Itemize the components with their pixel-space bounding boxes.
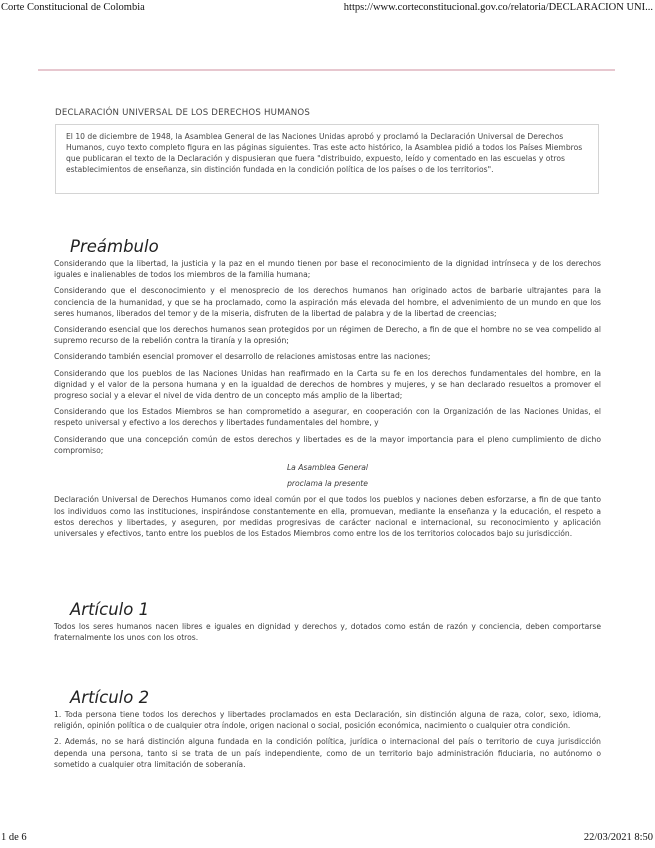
assembly-line: La Asamblea General [286,463,369,473]
article-1-text: Todos los seres humanos nacen libres e iguales en dignidad y derechos y, dotados como están de razón y conciencia, deben comportarse fraternalmente los unos con los otros. [54,622,601,643]
article-1-body [54,621,601,643]
source-name: Corte Constitucional de Colombia [1,2,145,13]
article-2-heading: Artículo 2 [70,688,150,707]
top-divider [38,69,615,71]
intro-box [55,124,599,194]
preamble-paragraph: Considerando que la libertad, la justicia y la paz en el mundo tienen por base el reconocimiento de la dignidad intrínseca y de los derechos iguales e inalienables de todos los miembros de la familia humana; [54,259,601,280]
document-title: DECLARACIÓN UNIVERSAL DE LOS DERECHOS HUMANOS [55,108,311,118]
preamble-body [54,258,601,539]
proclaims-line: proclama la presente [287,479,368,489]
preamble-paragraph: Considerando que los pueblos de las Naciones Unidas han reafirmado en la Carta su fe en los derechos fundamentales del hombre, en la dignidad y el valor de la persona humana y en la igualdad de derechos de hombres y mujeres, y se han declarado resueltos a promover el progreso social y a elevar el nivel de vida dentro de un concepto más amplio de la libertad; [54,368,601,401]
preamble-heading: Preámbulo [70,237,159,256]
declaration-closing: Declaración Universal de Derechos Humanos como ideal común por el que todos los pueblos y naciones deben esforzarse, a fin de que tanto los individuos como las instituciones, inspirándose constantemente en ella, promuevan, mediante la enseñanza y la educación, el respeto a estos derechos y libertades, y aseguren, por medidas progresivas de carácter nacional e internacional, su reconocimiento y aplicación universales y efectivos, tanto entre los pueblos de los Estados Miembros como entre los de los territorios colocados bajo su jurisdicción. [54,495,601,539]
preamble-paragraph: Considerando también esencial promover el desarrollo de relaciones amistosas entre las naciones; [54,352,431,362]
preamble-paragraph: Considerando que el desconocimiento y el menosprecio de los derechos humanos han originado actos de barbarie ultrajantes para la conciencia de la humanidad, y que se ha proclamado, como la aspiración más elevada del hombre, el advenimiento de un mundo en que los seres humanos, liberados del temor y de la miseria, disfruten de la libertad de palabra y de la libertad de creencias; [54,286,601,318]
article-2-paragraph-1: 1. Toda persona tiene todos los derechos y libertades proclamados en esta Declaración, sin distinción alguna de raza, color, sexo, idioma, religión, opinión política o de cualquier otra índole, origen nacional o social, posición económica, nacimiento o cualquier otra condición. [54,710,601,731]
article-1-heading: Artículo 1 [70,600,150,619]
article-2-paragraph-2: 2. Además, no se hará distinción alguna fundada en la condición política, jurídica o internacional del país o territorio de cuya jurisdicción dependa una persona, tanto si se trata de un país independiente, como de un territorio bajo administración fiduciaria, no autónomo o sometido a cualquier otra limitación de soberanía. [54,737,601,769]
page-number: 1 de 6 [1,832,27,843]
preamble-paragraph: Considerando que una concepción común de estos derechos y libertades es de la mayor importancia para el pleno cumplimiento de dicho compromiso; [54,434,601,455]
print-datetime: 22/03/2021 8:50 [583,832,653,843]
preamble-paragraph: Considerando que los Estados Miembros se han comprometido a asegurar, en cooperación con la Organización de las Naciones Unidas, el respeto universal y efectivo a los derechos y libertades fundamentales del hombre, y [54,407,601,428]
article-2-body [54,709,601,770]
intro-text: El 10 de diciembre de 1948, la Asamblea General de las Naciones Unidas aprobó y proclamó la Declaración Universal de Derechos Humanos, cuyo texto completo figura en las páginas siguientes. Tras este acto histórico, la Asamblea pidió a todos los Países Miembros que publicaran el texto de la Declaración y dispusieran que fuera "distribuido, expuesto, leído y comentado en las escuelas y otros establecimientos de enseñanza, sin distinción fundada en la condición política de los países o de los territorios". [66,132,583,174]
preamble-paragraph: Considerando esencial que los derechos humanos sean protegidos por un régimen de Derecho, a fin de que el hombre no se vea compelido al supremo recurso de la rebelión contra la tiranía y la opresión; [54,325,601,346]
page-url[interactable]: https://www.corteconstitucional.gov.co/relatoria/DECLARACION UNI... [343,2,653,13]
